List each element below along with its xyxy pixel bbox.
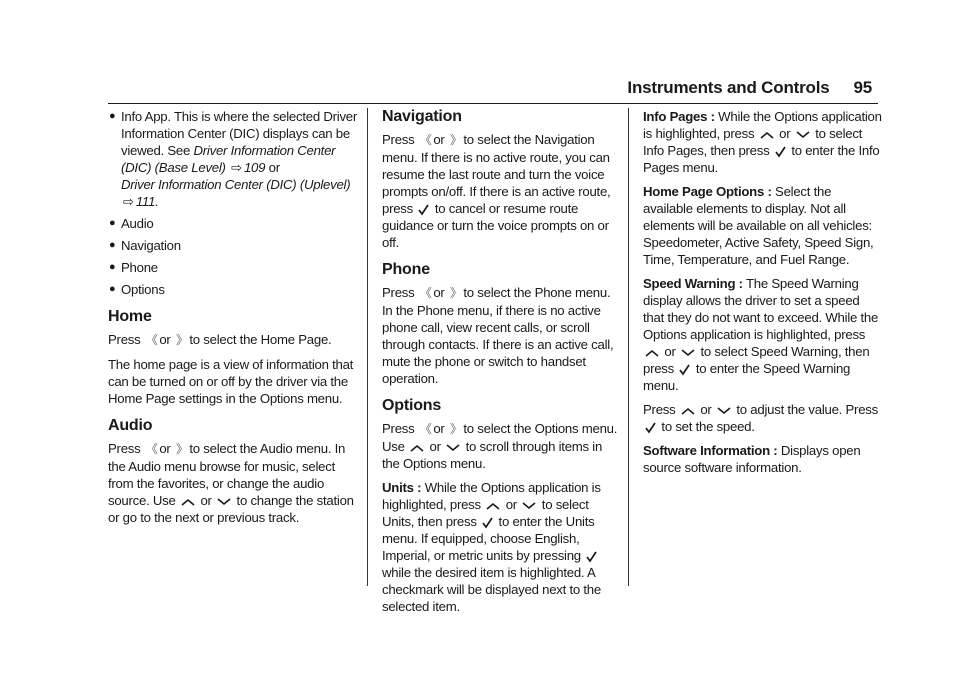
scroll-up-icon [410,438,424,455]
chevron-left-icon: 《 [419,422,432,436]
chevron-left-icon: 《 [419,286,432,300]
term-label: Units : [382,480,422,495]
bullet-icon: ● [109,110,116,122]
column-3 [643,108,883,483]
paragraph: Press 《 or 》 to select the Options menu. Use or to scroll through items in the Options menu. [382,421,618,471]
paragraph: Press 《 or 》 to select the Navigation menu. If there is no active route, you can resume the last route and turn the voice prompts on/off. If there is an active route, press to cancel or resume route guidance or turn the voice prompts on or off. [382,132,611,250]
chevron-right-icon: 》 [449,133,462,147]
term-label: Info Pages : [643,109,715,124]
paragraph: Home Page Options : Select the available elements to display. Not all elements will be available on all vehicles: Speedometer, Active Safety, Speed Sign, Time, Temperature, and Fuel Range. [643,184,874,267]
heading-phone: Phone [382,261,430,278]
bullet-icon: ● [109,239,116,251]
checkmark-icon [418,200,429,217]
column-1 [108,108,358,533]
chevron-right-icon: 》 [449,286,462,300]
column-2 [382,108,620,622]
header-rule [108,103,878,104]
chevron-right-icon: 》 [175,442,188,456]
paragraph: Units : While the Options application is highlighted, press or to select Units, then press to enter the Units menu. If equipped, choose English, Imperial, or metric units by pressing while the desired item is highlighted. A checkmark will be displayed next to the selected item. [382,480,601,614]
page-number: 95 [853,78,872,97]
scroll-down-icon [681,343,695,360]
term-label: Software Information : [643,443,778,458]
paragraph: Info Pages : While the Options application is highlighted, press or to select Info Pages, then press to enter the Info Pages menu. [643,109,882,175]
xref-dic-base[interactable]: Driver Information Center (DIC) (Base Level) [121,143,336,175]
paragraph: Press 《 or 》 to select the Audio menu. In the Audio menu browse for music, select from the favorites, or change the audio source. Use or to change the station or go to the next or previous track. [108,441,354,525]
scroll-down-icon [796,125,810,142]
list-item: ● Audio [109,216,154,231]
scroll-up-icon [681,401,695,418]
chevron-left-icon: 《 [145,333,158,347]
paragraph: The home page is a view of information that can be turned on or off by the driver via the Home Page settings in the Options menu. [108,357,354,406]
scroll-down-icon [217,492,231,509]
chevron-right-icon: 》 [449,422,462,436]
menu-list [108,108,358,298]
list-item: ● Info App. This is where the selected Driver Information Center (DIC) displays can be viewed. See Driver Information Center (DIC) (Base Level) ⇨ 109 or Driver Information Center (DIC) (Uplevel) ⇨ 111. [109,109,358,209]
term-label: Speed Warning : [643,276,743,291]
chevron-right-icon: 》 [175,333,188,347]
scroll-up-icon [760,125,774,142]
checkmark-icon [775,142,786,159]
scroll-down-icon [717,401,731,418]
checkmark-icon [645,418,656,435]
heading-navigation: Navigation [382,108,462,125]
term-label: Home Page Options : [643,184,772,199]
bullet-icon: ● [109,217,116,229]
page-ref-icon: ⇨ [123,194,134,209]
page-ref-icon: ⇨ [231,160,242,175]
bullet-icon: ● [109,283,116,295]
list-item: ● Options [109,282,165,297]
column-divider-1 [367,108,368,586]
paragraph: Software Information : Displays open source software information. [643,443,861,475]
column-divider-2 [628,108,629,586]
xref-page[interactable]: 109 [243,160,266,175]
checkmark-icon [586,547,597,564]
heading-home: Home [108,308,152,325]
heading-audio: Audio [108,417,153,434]
chevron-left-icon: 《 [145,442,158,456]
heading-options: Options [382,397,442,414]
list-item: ● Phone [109,260,158,275]
paragraph: Speed Warning : The Speed Warning display allows the driver to set a speed that they do not want to exceed. While the Options application is highlighted, press or to select Speed Warning, then press to enter the Speed Warning menu. [643,276,879,393]
xref-page[interactable]: 111. [135,194,159,209]
scroll-up-icon [645,343,659,360]
chevron-left-icon: 《 [419,133,432,147]
page-header [627,78,872,98]
paragraph: Press or to adjust the value. Press to set the speed. [643,402,878,434]
checkmark-icon [482,513,493,530]
scroll-down-icon [522,496,536,513]
scroll-up-icon [181,492,195,509]
scroll-down-icon [446,438,460,455]
checkmark-icon [679,360,690,377]
list-item: ● Navigation [109,238,181,253]
paragraph: Press 《 or 》 to select the Phone menu. In the Phone menu, if there is no active phone call, view recent calls, or scroll through contacts. If there is an active call, mute the phone or switch to handset operation. [382,285,614,386]
xref-dic-uplevel[interactable]: Driver Information Center (DIC) (Uplevel) [121,177,351,192]
paragraph: Press 《 or 》 to select the Home Page. [108,332,332,347]
section-title: Instruments and Controls [627,78,830,97]
bullet-icon: ● [109,261,116,273]
scroll-up-icon [486,496,500,513]
